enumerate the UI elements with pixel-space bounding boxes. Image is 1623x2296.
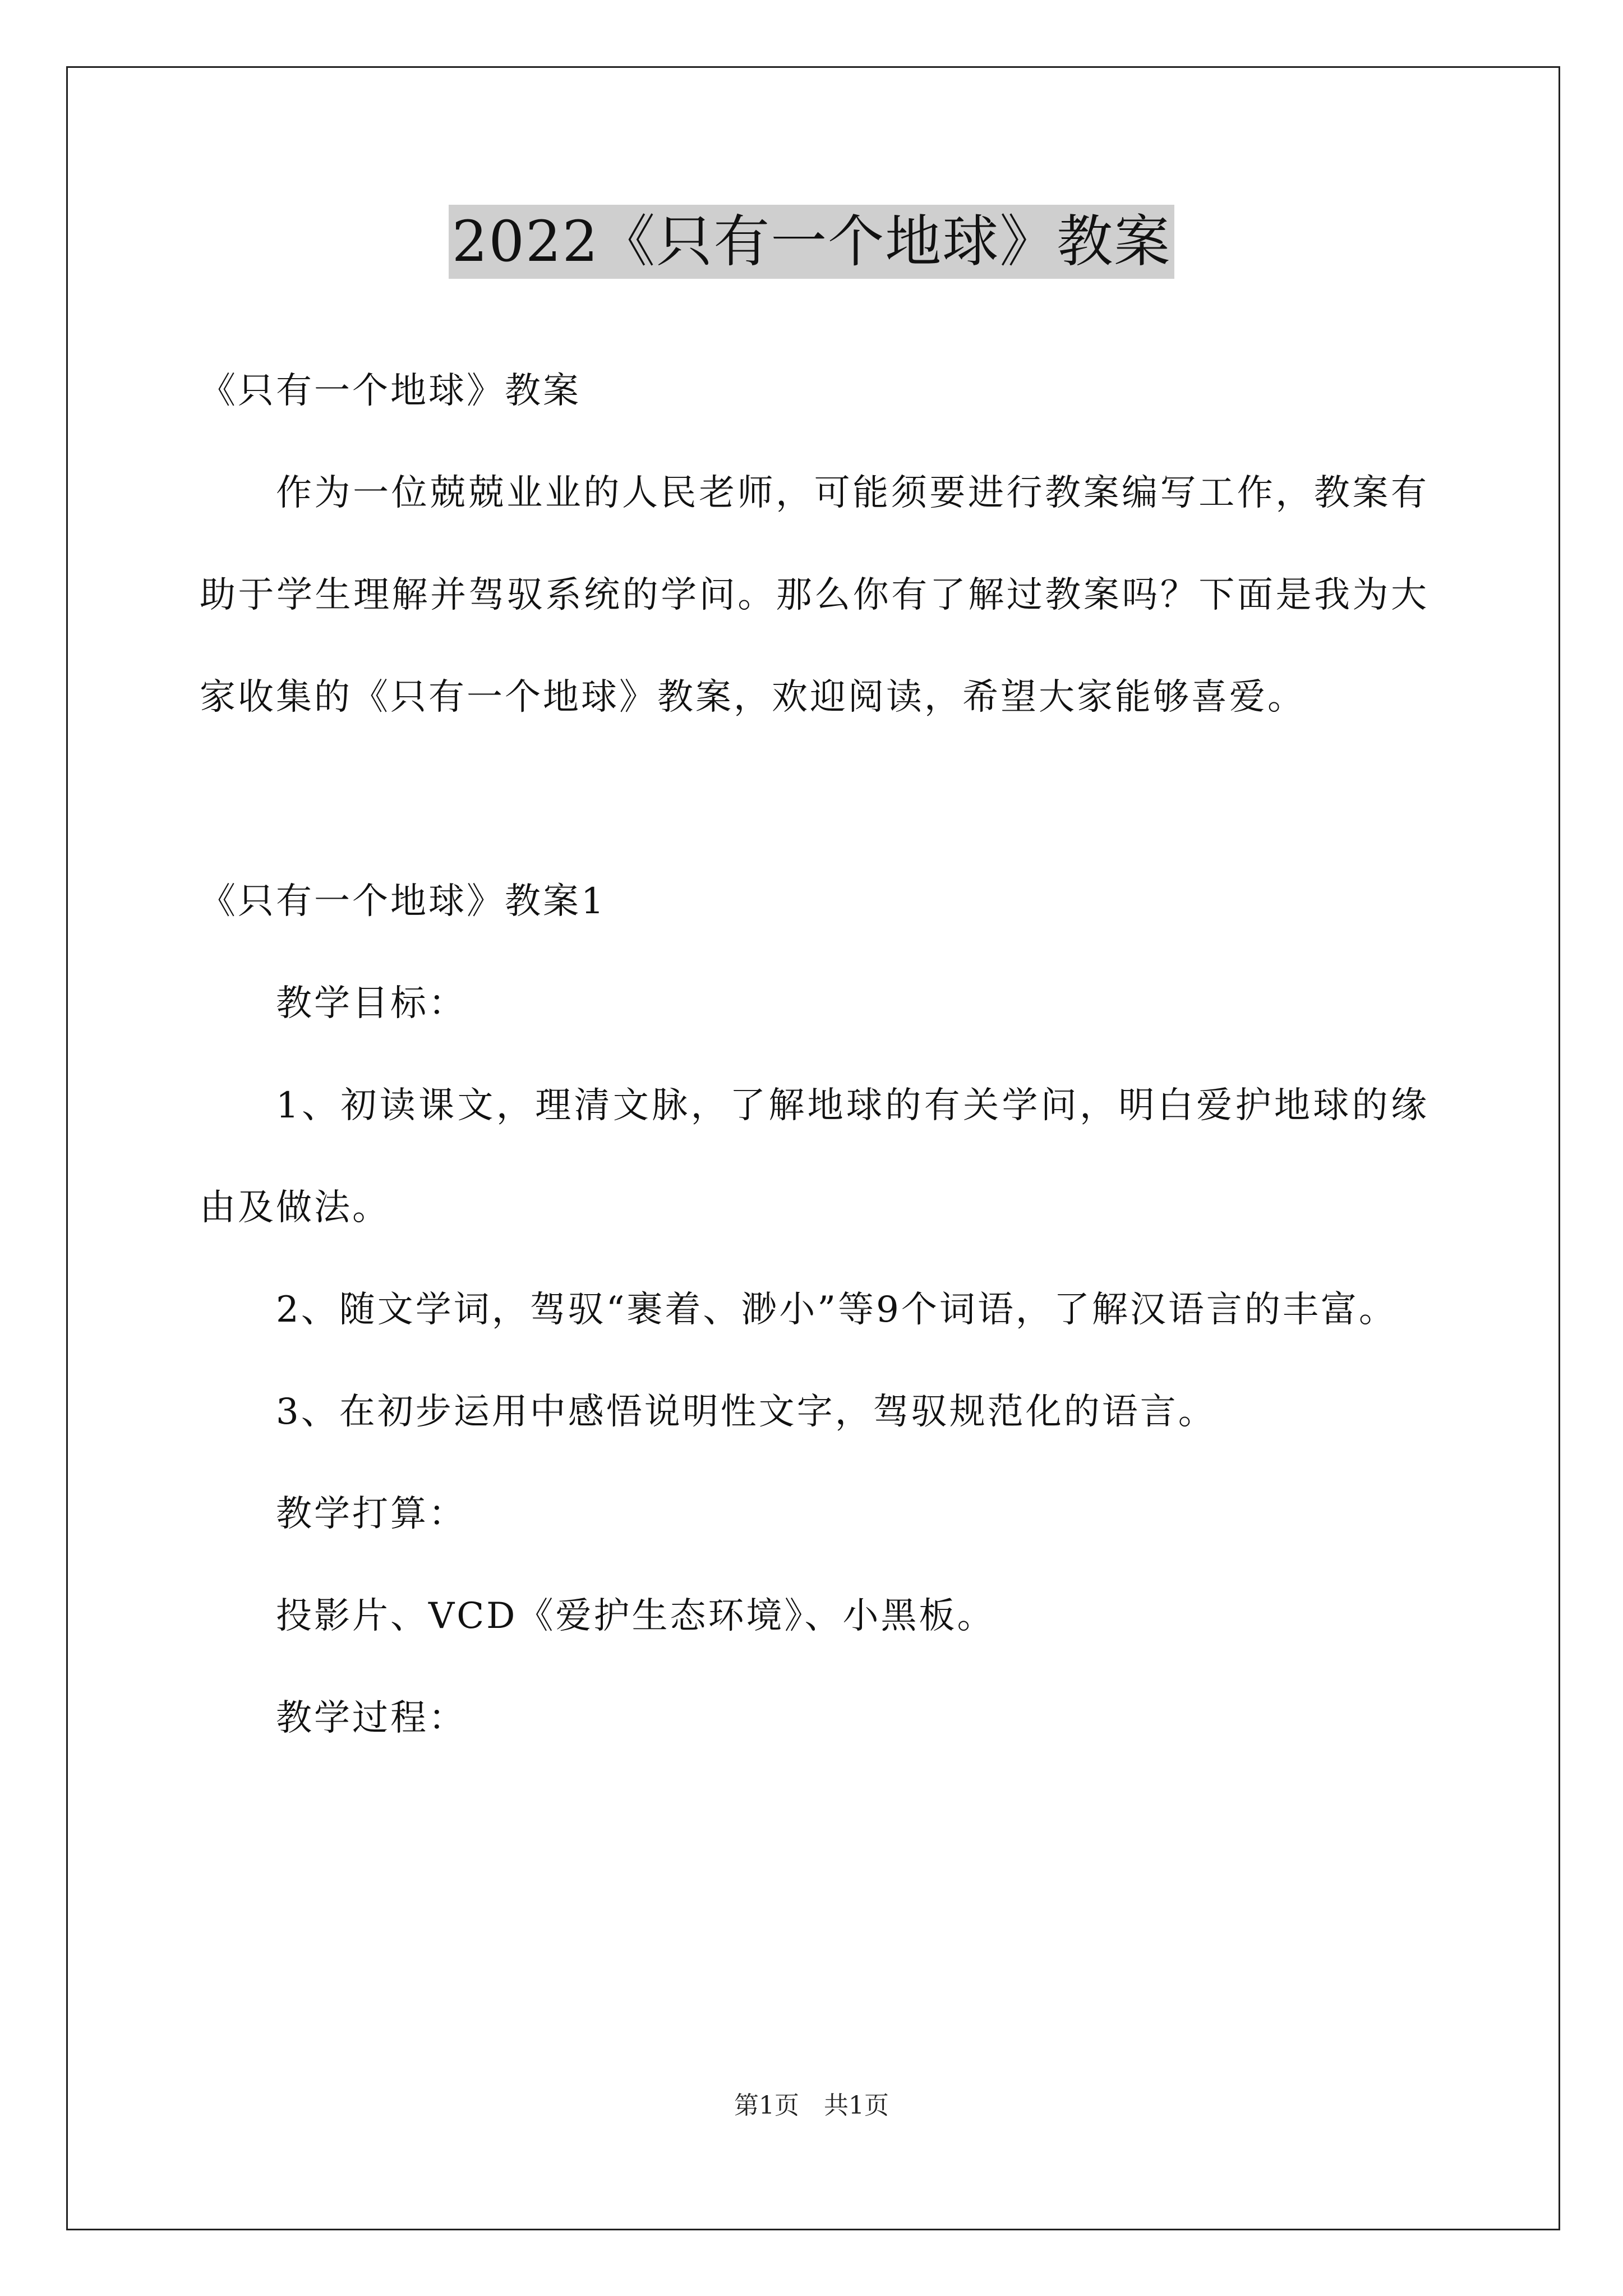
teaching-goals-label: 教学目标： (276, 983, 467, 1024)
goal-item-3: 3、在初步运用中感悟说明性文字，驾驭规范化的语言。 (276, 1391, 1216, 1433)
intro-paragraph: 作为一位兢兢业业的人民老师，可能须要进行教案编写工作，教案有助于学生理解并驾驭系统的学问。那么你有了解过教案吗？下面是我为大家收集的《只有一个地球》教案，欢迎阅读，希望大家能够喜爱。 (200, 472, 1429, 718)
page-footer (0, 2089, 1623, 2123)
preparation-label: 教学打算： (276, 1493, 467, 1535)
goal-item-2: 2、随文学词，驾驭“裹着、渺小”等9个词语，了解汉语言的丰富。 (276, 1289, 1397, 1331)
document-body (200, 340, 1429, 1769)
goal-item-1: 1、初读课文，理清文脉，了解地球的有关学问，明白爱护地球的缘由及做法。 (200, 1085, 1429, 1228)
process-label: 教学过程： (276, 1697, 467, 1739)
page-total: 共1页 (824, 2091, 889, 2120)
blank-line (200, 748, 1429, 850)
subtitle-heading: 《只有一个地球》教案 (200, 370, 581, 412)
title-container (0, 205, 1623, 279)
preparation-materials: 投影片、VCD《爱护生态环境》、小黑板。 (276, 1595, 995, 1637)
section-heading: 《只有一个地球》教案1 (200, 881, 606, 922)
page-number: 第1页 (734, 2091, 799, 2120)
document-title: 2022《只有一个地球》教案 (449, 205, 1175, 279)
